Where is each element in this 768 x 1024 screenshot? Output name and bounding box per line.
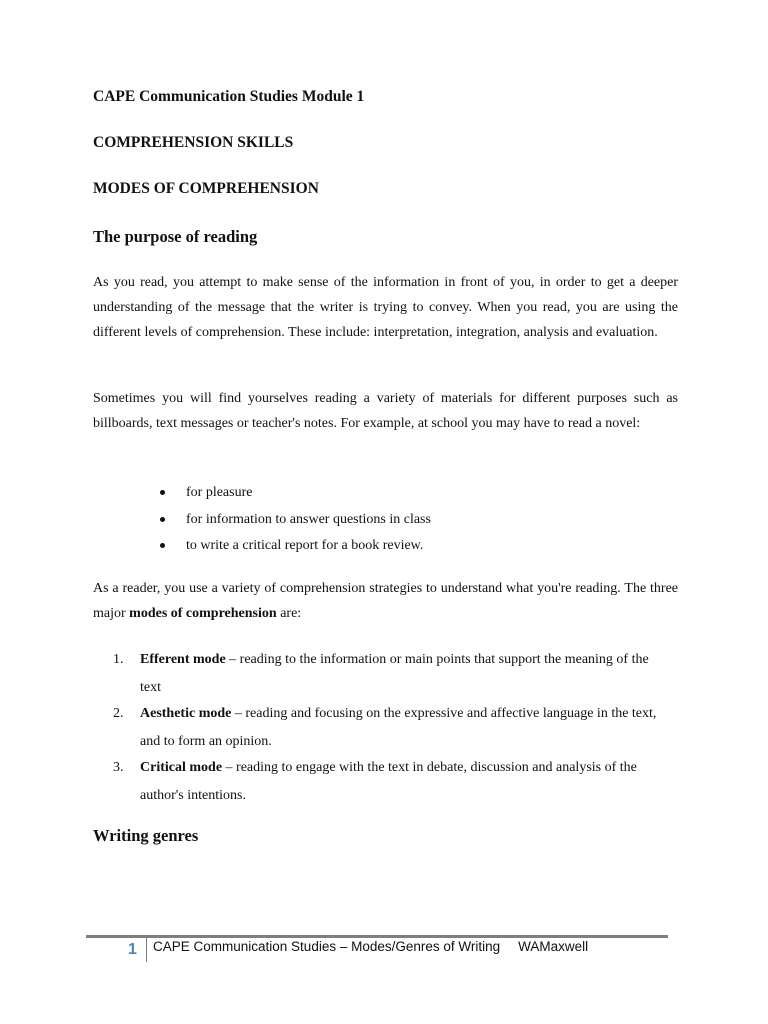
mode-item — [113, 754, 673, 810]
footer-separator — [146, 938, 147, 962]
strategies-text-b: are: — [276, 606, 302, 621]
bullet-icon — [160, 543, 165, 548]
footer-title-row — [153, 939, 588, 954]
mode-term: Critical mode — [140, 760, 223, 775]
list-item-text: for information to answer questions in class — [186, 511, 431, 527]
mode-dash: – — [225, 652, 240, 667]
mode-item — [113, 646, 673, 702]
list-item — [160, 509, 431, 536]
mode-item — [113, 700, 673, 756]
list-item-text: to write a critical report for a book review. — [186, 538, 424, 553]
modes-heading: MODES OF COMPREHENSION — [93, 180, 319, 197]
purpose-heading: The purpose of reading — [93, 227, 258, 246]
skills-heading: COMPREHENSION SKILLS — [93, 134, 294, 151]
bullet-icon — [160, 490, 165, 495]
modes-list — [113, 646, 673, 808]
materials-paragraph: Sometimes you will find yourselves reading a variety of materials for different purposes such as billboards, text messages or teacher's notes. For example, at school you may have to read a novel: — [93, 391, 678, 431]
module-heading: CAPE Communication Studies Module 1 — [93, 88, 365, 105]
mode-term: Efferent mode — [140, 652, 226, 667]
intro-paragraph: As you read, you attempt to make sense of the information in front of you, in order to get a deeper understanding of the message that the writer is trying to convey. When you read, you are using the different levels of comprehension. These include: interpretation, integration, analysis and evaluation. — [93, 275, 678, 340]
mode-text: reading and focusing on the expressive and affective language in the text, and to form an opinion. — [140, 706, 657, 749]
mode-number: 1. — [113, 652, 124, 667]
footer-title: CAPE Communication Studies – Modes/Genres of Writing — [153, 939, 501, 954]
purpose-list — [160, 482, 431, 562]
mode-number: 3. — [113, 760, 124, 775]
mode-number: 2. — [113, 706, 124, 721]
footer-author: WAMaxwell — [518, 939, 589, 954]
mode-text: reading to the information or main points that support the meaning of the text — [140, 652, 649, 695]
strategies-bold: modes of comprehension — [129, 606, 277, 621]
mode-dash: – — [222, 760, 237, 775]
footer-rule — [86, 935, 668, 938]
list-item — [160, 535, 431, 562]
genres-heading: Writing genres — [93, 826, 199, 845]
mode-text: reading to engage with the text in debate, discussion and analysis of the author's intentions. — [140, 760, 637, 803]
strategies-paragraph — [93, 576, 678, 626]
list-item — [160, 482, 431, 509]
bullet-icon — [160, 517, 165, 522]
mode-dash: – — [231, 706, 246, 721]
list-item-text: for pleasure — [186, 485, 253, 500]
mode-term: Aesthetic mode — [140, 706, 232, 721]
page-number: 1 — [128, 941, 137, 958]
strategies-text-a: As a reader, you use a variety of comprehension strategies to understand what you're reading. The three major — [93, 581, 678, 621]
